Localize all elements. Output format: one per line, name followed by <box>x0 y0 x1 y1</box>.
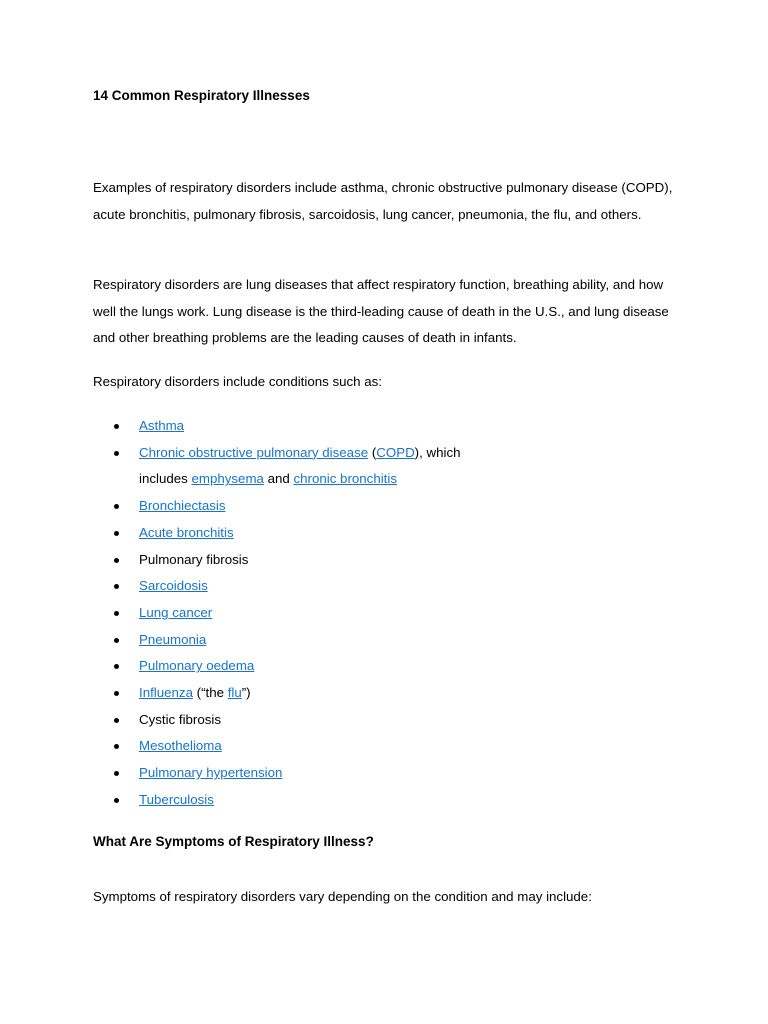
bullet <box>114 691 119 696</box>
list-item-copd <box>93 440 460 467</box>
bullet <box>114 771 119 776</box>
list-item-pulmonary-oedema <box>93 653 460 680</box>
influenza-link[interactable]: Influenza <box>139 685 193 701</box>
bullet <box>114 638 119 643</box>
chronic-bronchitis-link[interactable]: chronic bronchitis <box>293 471 397 487</box>
copd-open-text: ( <box>368 444 377 460</box>
bullet <box>114 718 119 723</box>
copd-full-link[interactable]: Chronic obstructive pulmonary disease <box>139 444 369 460</box>
mesothelioma-link[interactable]: Mesothelioma <box>139 738 222 754</box>
copd-abbr-link[interactable]: COPD <box>376 444 415 460</box>
bullet <box>114 744 119 749</box>
influenza-open-text: (“the <box>192 685 228 701</box>
acute-bronchitis-link[interactable]: Acute bronchitis <box>139 524 234 540</box>
conditions-list <box>93 413 460 814</box>
bullet <box>114 798 119 803</box>
list-item-copd-continuation <box>93 466 460 493</box>
list-item-mesothelioma <box>93 733 460 760</box>
pulmonary-oedema-link[interactable]: Pulmonary oedema <box>139 658 255 674</box>
tuberculosis-link[interactable]: Tuberculosis <box>139 791 214 807</box>
includes-text: includes <box>139 471 192 487</box>
bullet <box>114 504 119 509</box>
list-item-influenza <box>93 680 460 707</box>
pulmonary-fibrosis-text: Pulmonary fibrosis <box>139 551 249 567</box>
emphysema-link[interactable]: emphysema <box>191 471 264 487</box>
list-item-pulmonary-fibrosis <box>93 547 460 574</box>
list-item-sarcoidosis <box>93 573 460 600</box>
bullet <box>114 558 119 563</box>
bullet <box>114 664 119 669</box>
page-title: 14 Common Respiratory Illnesses <box>93 88 310 103</box>
list-item-acute-bronchitis <box>93 520 460 547</box>
description-paragraph: Respiratory disorders are lung diseases that affect respiratory function, breathing ability, and how well the lungs work. Lung disease is the third-leading cause of death in the U.S., and lung disease and other breathing problems are the leading causes of death in infants. <box>93 277 669 346</box>
copd-after-text: ), which <box>414 444 461 460</box>
list-item-tuberculosis <box>93 787 460 814</box>
asthma-link[interactable]: Asthma <box>139 418 185 433</box>
cystic-fibrosis-text: Cystic fibrosis <box>139 711 222 727</box>
influenza-close-text: ”) <box>241 685 251 701</box>
and-text: and <box>263 471 294 487</box>
pulmonary-hypertension-link[interactable]: Pulmonary hypertension <box>139 765 283 781</box>
bullet <box>114 424 119 429</box>
bullet <box>114 584 119 589</box>
list-intro-paragraph: Respiratory disorders include conditions such as: <box>93 374 382 389</box>
bullet <box>114 611 119 616</box>
lung-cancer-link[interactable]: Lung cancer <box>139 604 213 620</box>
list-item-lung-cancer <box>93 600 460 627</box>
pneumonia-link[interactable]: Pneumonia <box>139 631 207 647</box>
list-item-cystic-fibrosis <box>93 707 460 734</box>
flu-link[interactable]: flu <box>227 685 242 701</box>
sarcoidosis-link[interactable]: Sarcoidosis <box>139 578 208 594</box>
bullet <box>114 451 119 456</box>
list-item-pneumonia <box>93 627 460 654</box>
symptoms-paragraph: Symptoms of respiratory disorders vary depending on the condition and may include: <box>93 889 592 904</box>
symptoms-heading: What Are Symptoms of Respiratory Illness? <box>93 834 374 849</box>
list-item-asthma <box>93 413 460 440</box>
bullet <box>114 531 119 536</box>
list-item-pulmonary-hypertension <box>93 760 460 787</box>
bronchiectasis-link[interactable]: Bronchiectasis <box>139 498 226 514</box>
intro-paragraph: Examples of respiratory disorders include asthma, chronic obstructive pulmonary disease (COPD), acute bronchitis, pulmonary fibrosis, sarcoidosis, lung cancer, pneumonia, the flu, and others. <box>93 180 673 222</box>
list-item-bronchiectasis <box>93 493 460 520</box>
